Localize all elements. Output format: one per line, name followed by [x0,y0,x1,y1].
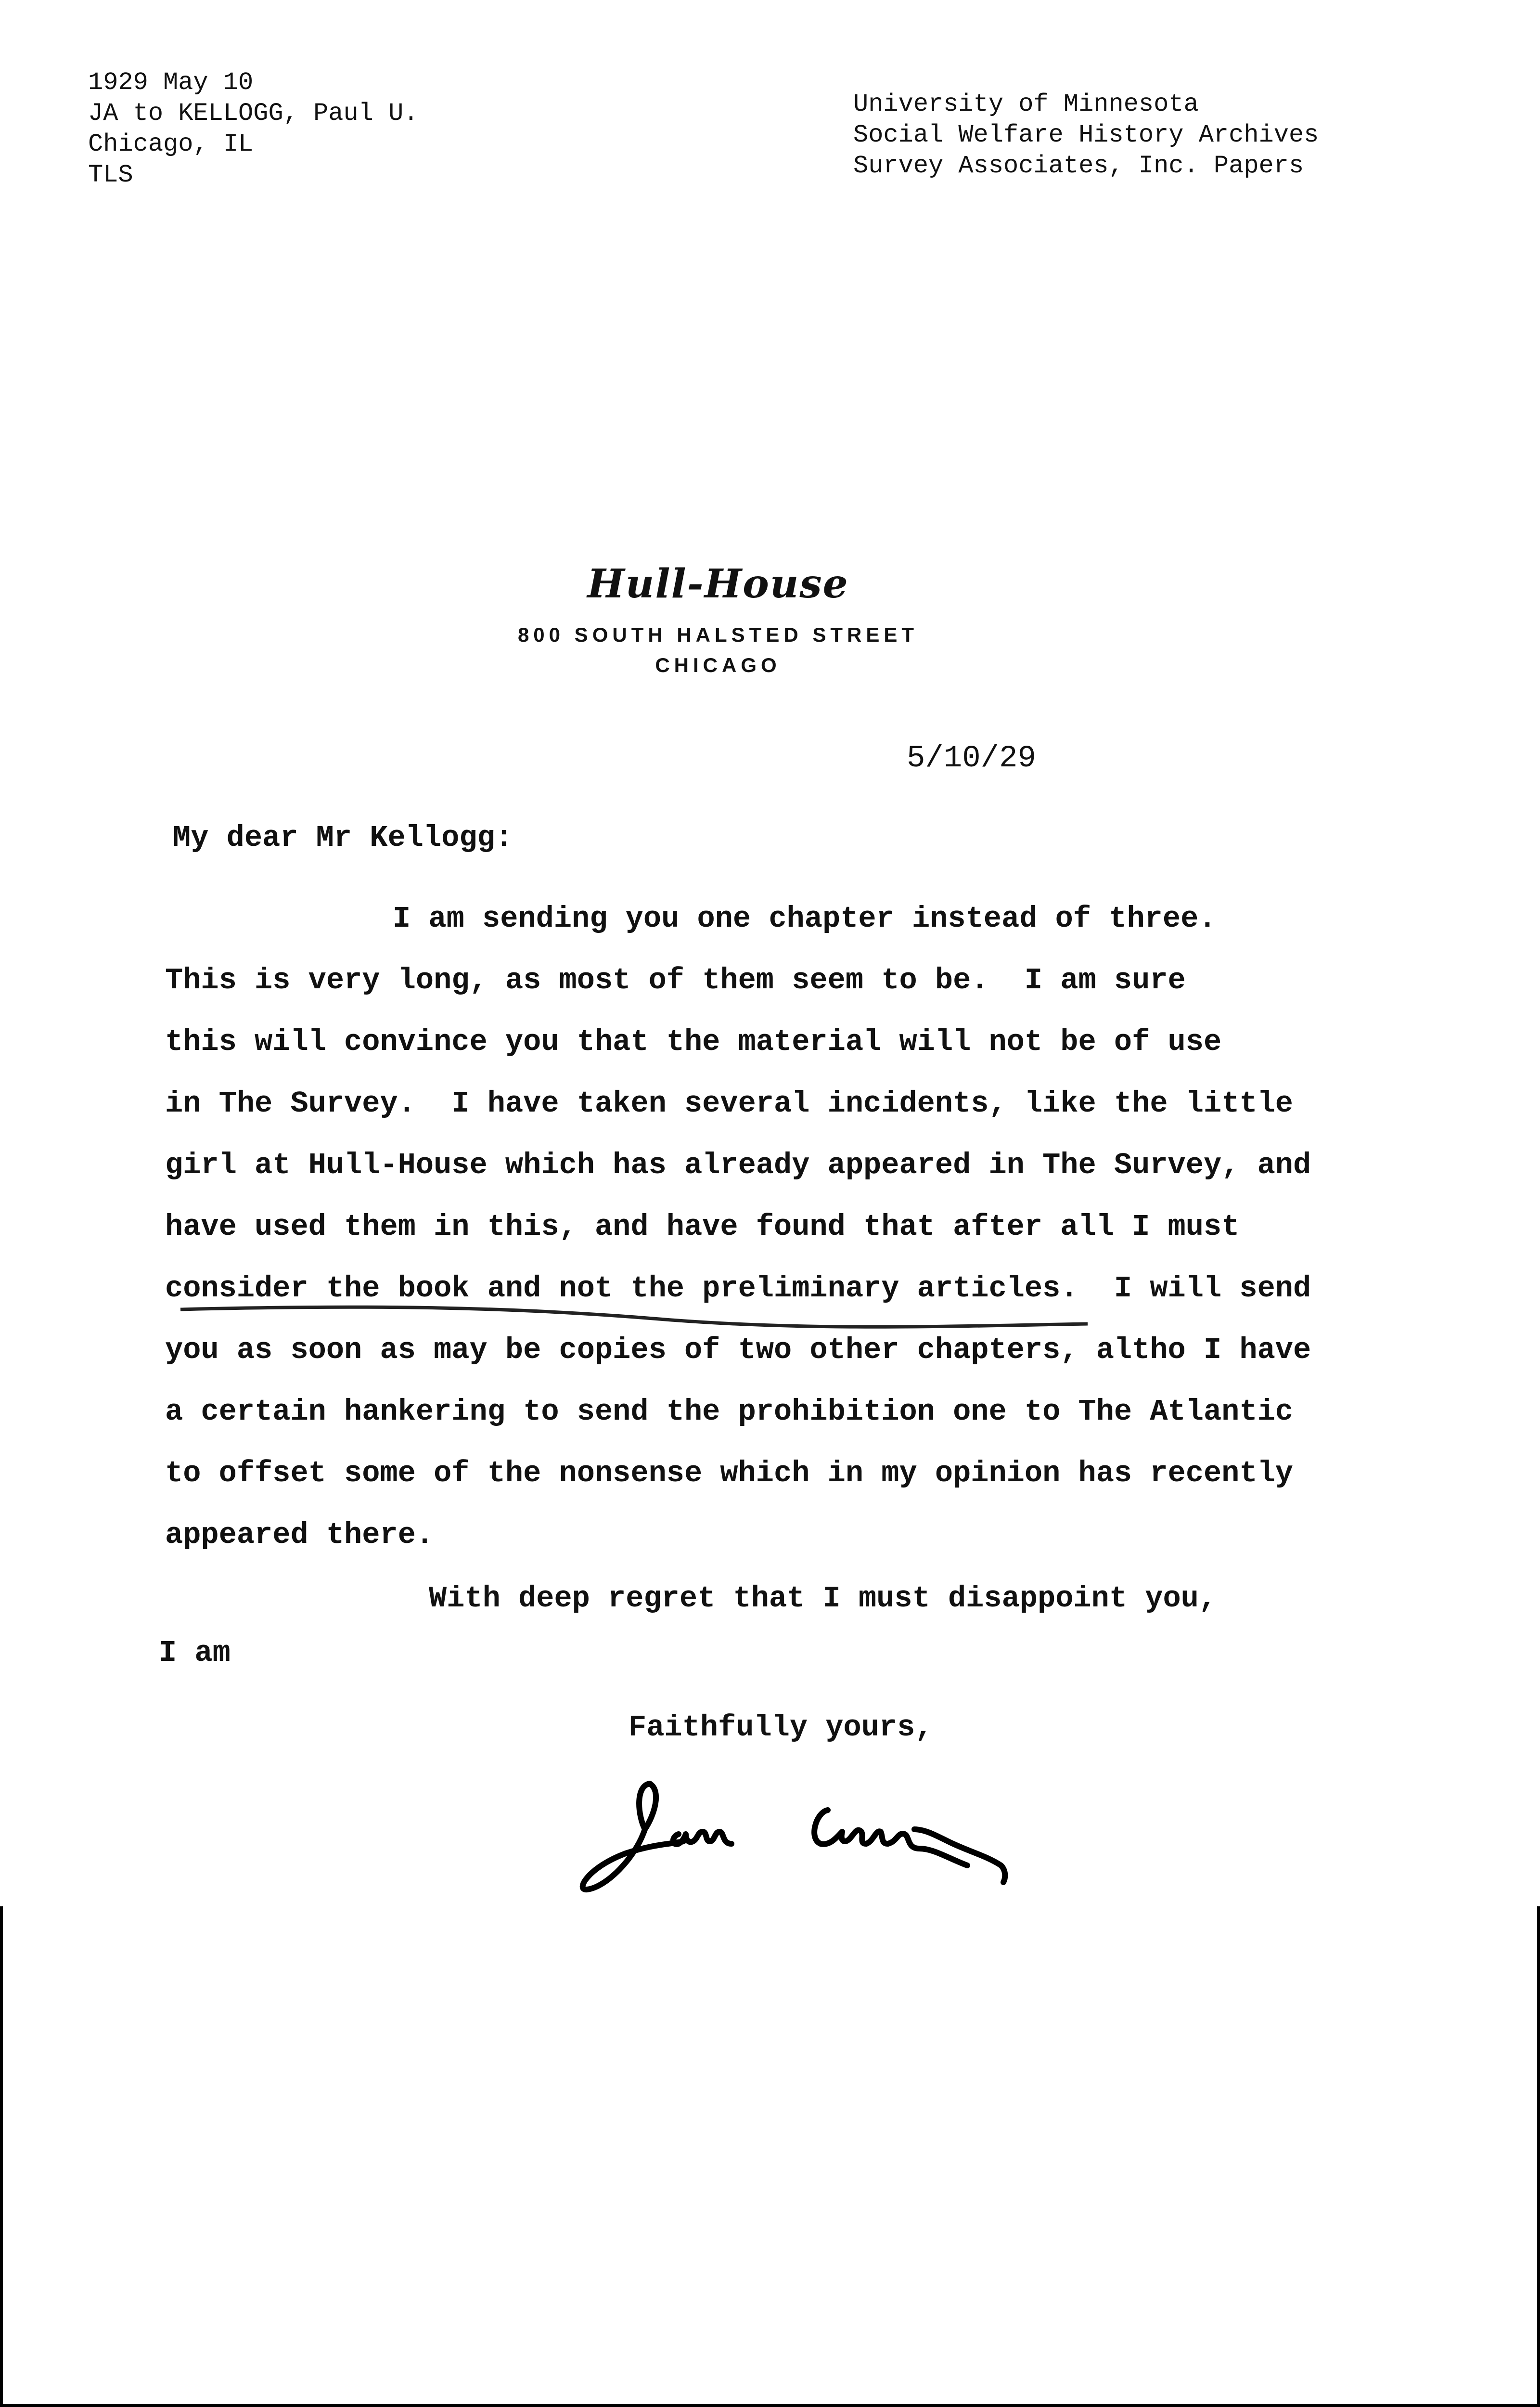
body-line: this will convince you that the material will not be of use [165,1025,1222,1059]
body-line: to offset some of the nonsense which in my opinion has recently [165,1456,1293,1490]
valediction: Faithfully yours, [629,1710,933,1745]
body-line: girl at Hull-House which has already appeared in The Survey, and [165,1148,1311,1182]
meta-archive: Social Welfare History Archives [853,121,1319,149]
body-line: consider the book and not the preliminary articles. I will send [165,1271,1311,1306]
closing-line: With deep regret that I must disappoint you, [429,1581,1217,1616]
body-line: a certain hankering to send the prohibition one to The Atlantic [165,1395,1293,1429]
meta-place: Chicago, IL [88,130,254,158]
meta-date: 1929 May 10 [88,68,254,97]
body-line: have used them in this, and have found that after all I must [165,1210,1240,1244]
archive-meta-left [88,67,419,191]
body-line: you as soon as may be copies of two other chapters, altho I have [165,1333,1311,1367]
meta-type: TLS [88,161,133,189]
archive-meta-right [853,89,1319,181]
body-line: in The Survey. I have taken several incidents, like the little [165,1087,1293,1121]
handwritten-signature [578,1776,1131,1897]
pen-underline-mark [178,1300,1092,1338]
salutation: My dear Mr Kellogg: [173,821,513,855]
i-am-line: I am [159,1636,231,1670]
letterhead-street: 800 SOUTH HALSTED STREET [517,623,919,646]
letter-body [165,888,1311,1566]
body-line: appeared there. [165,1518,434,1552]
body-line: This is very long, as most of them seem to be. I am sure [165,963,1186,997]
letter-date: 5/10/29 [907,741,1036,776]
meta-correspondents: JA to KELLOGG, Paul U. [88,99,419,128]
meta-institution: University of Minnesota [853,90,1199,118]
meta-collection: Survey Associates, Inc. Papers [853,152,1304,180]
letterhead-city: CHICAGO [655,654,781,676]
body-line: I am sending you one chapter instead of three. [393,902,1217,936]
letterhead-name: Hull-House [587,561,849,607]
